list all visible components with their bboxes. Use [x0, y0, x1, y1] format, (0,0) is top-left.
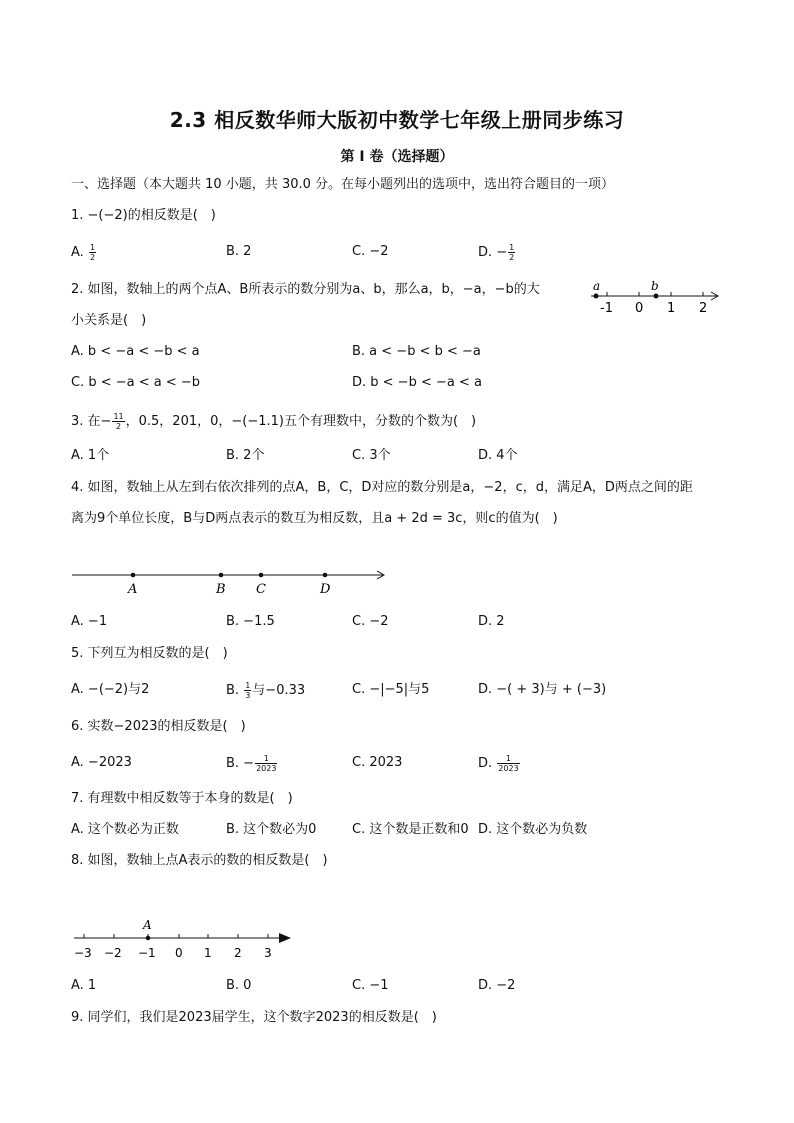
tick-label: −1 [138, 946, 156, 960]
section-subtitle: 第 I 卷（选择题） [340, 149, 454, 165]
question-5-stem: 5. 下列互为相反数的是( ) [71, 646, 228, 661]
point-d-dot [323, 573, 328, 578]
question-6-option-b: B. − $\frac{1}{2023}$ [226, 754, 277, 773]
question-6-option-c: C. 2023 [352, 755, 403, 770]
fraction: $\frac{1}{3}$ [245, 681, 251, 700]
question-7-option-d: D. 这个数必为负数 [478, 822, 588, 837]
question-3-stem: 3. 在− $\frac{11}{2}$ ，0.5，201，0，−(−1.1)五个有理数中，分数的个数为( ) [71, 412, 477, 431]
tick-label: 1 [667, 301, 676, 316]
question-7-stem: 7. 有理数中相反数等于本身的数是( ) [71, 791, 293, 806]
question-2-stem-line-2: 小关系是( ) [71, 313, 147, 328]
tick-label: 2 [699, 301, 708, 316]
question-6-option-a: A. −2023 [71, 755, 132, 770]
question-7-option-b: B. 这个数必为0 [226, 822, 317, 837]
point-b-dot [219, 573, 224, 578]
point-a-dot [146, 936, 151, 941]
tick-label: -1 [600, 301, 613, 316]
tick-label: 0 [635, 301, 644, 316]
point-a-dot [131, 573, 136, 578]
point-b-dot [654, 294, 659, 299]
question-3-option-a: A. 1个 [71, 448, 110, 463]
question-2-option-c: C. b < −a < a < −b [71, 375, 201, 390]
question-6-option-d: D. $\frac{1}{2023}$ [478, 754, 519, 773]
tick-label: 2 [234, 946, 242, 960]
question-2-number-line [585, 277, 725, 317]
tick-label: −2 [104, 946, 122, 960]
tick-label: 0 [175, 946, 183, 960]
question-4-option-c: C. −2 [352, 614, 389, 629]
question-3-option-c: C. 3个 [352, 448, 391, 463]
page-title: 2.3 相反数华师大版初中数学七年级上册同步练习 [169, 108, 625, 132]
tick-label: −3 [74, 946, 92, 960]
question-4-stem-line-2: 离为9个单位长度，B与D两点表示的数互为相反数，且a + 2d = 3c，则c的值为( ) [71, 511, 558, 526]
point-a-dot [594, 294, 599, 299]
point-c-label: C [256, 582, 266, 597]
question-1-option-d: D. − $\frac{1}{2}$ [478, 243, 515, 262]
question-2-option-b: B. a < −b < b < −a [352, 344, 481, 359]
question-4-option-d: D. 2 [478, 614, 505, 629]
question-2-stem-line-1: 2. 如图，数轴上的两个点A、B所表示的数分别为a、b，那么a，b，−a，−b的大 [71, 282, 540, 297]
question-6-stem: 6. 实数−2023的相反数是( ) [71, 719, 246, 734]
question-8-option-b: B. 0 [226, 978, 252, 993]
question-7-option-c: C. 这个数是正数和0 [352, 822, 469, 837]
axis-arrow [279, 933, 291, 943]
question-8-stem: 8. 如图，数轴上点A表示的数的相反数是( ) [71, 853, 328, 868]
fraction: $\frac{1}{2}$ [89, 243, 96, 262]
question-8-option-d: D. −2 [478, 978, 516, 993]
fraction: $\frac{1}{2023}$ [256, 754, 277, 773]
fraction: $\frac{1}{2}$ [509, 243, 515, 262]
point-a-label: a [593, 279, 601, 293]
question-1-option-b: B. 2 [226, 244, 252, 259]
section-instructions: 一、选择题（本大题共 10 小题，共 30.0 分。在每小题列出的选项中，选出符合题目的一项） [71, 177, 615, 192]
point-b-label: B [216, 582, 226, 597]
question-1-option-a: A. $\frac{1}{2}$ [71, 243, 96, 262]
question-4-number-line [68, 565, 393, 601]
question-7-option-a: A. 这个数必为正数 [71, 822, 179, 837]
fraction: $\frac{11}{2}$ [113, 412, 124, 431]
question-9-stem: 9. 同学们，我们是2023届学生，这个数字2023的相反数是( ) [71, 1010, 437, 1025]
question-5-option-b: B. $\frac{1}{3}$ 与−0.33 [226, 681, 306, 700]
question-8-option-a: A. 1 [71, 978, 97, 993]
question-8-number-line [70, 914, 300, 964]
question-5-option-a: A. −(−2)与2 [71, 682, 150, 697]
question-1-option-c: C. −2 [352, 244, 389, 259]
question-5-option-c: C. −|−5|与5 [352, 682, 430, 697]
question-4-option-b: B. −1.5 [226, 614, 275, 629]
point-b-label: b [651, 279, 659, 293]
question-3-option-b: B. 2个 [226, 448, 265, 463]
fraction: $\frac{1}{2023}$ [498, 754, 519, 773]
point-a-label: A [128, 582, 138, 597]
point-a-label: A [143, 918, 152, 932]
tick-label: 3 [264, 946, 272, 960]
question-2-option-d: D. b < −b < −a < a [352, 375, 482, 390]
question-8-option-c: C. −1 [352, 978, 389, 993]
question-5-option-d: D. −( + 3)与 + (−3) [478, 682, 607, 697]
point-c-dot [259, 573, 264, 578]
question-3-option-d: D. 4个 [478, 448, 518, 463]
question-2-option-a: A. b < −a < −b < a [71, 344, 200, 359]
tick-label: 1 [204, 946, 212, 960]
question-4-stem-line-1: 4. 如图，数轴上从左到右依次排列的点A，B，C，D对应的数分别是a，−2，c，d，满足A，D两点之间的距 [71, 480, 693, 495]
question-1-stem: 1. −(−2)的相反数是( ) [71, 208, 216, 223]
question-4-option-a: A. −1 [71, 614, 108, 629]
point-d-label: D [320, 582, 331, 597]
